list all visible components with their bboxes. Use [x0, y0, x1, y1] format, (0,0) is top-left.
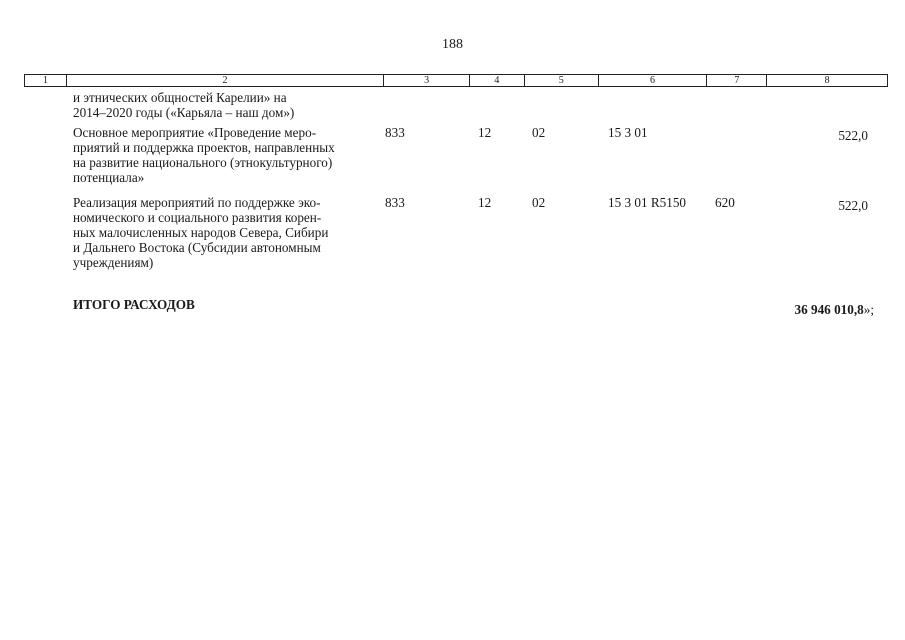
row-section-code: 12 [478, 125, 492, 140]
column-header-2: 2 [67, 75, 384, 86]
row-section-code: 12 [478, 195, 492, 210]
total-amount: 36 946 010,8 [794, 302, 864, 317]
column-header-3: 3 [384, 75, 470, 86]
row-ministry-code: 833 [385, 125, 405, 140]
column-header-1: 1 [25, 75, 67, 86]
column-header-8: 8 [824, 75, 830, 86]
table-column-header-row [24, 74, 888, 87]
row-target-article: 15 3 01 [608, 125, 648, 140]
row-amount: 522,0 [838, 198, 868, 213]
row-subsection-code: 02 [532, 195, 546, 210]
page-number: 188 [442, 37, 463, 52]
row-target-article: 15 3 01 R5150 [608, 195, 687, 210]
row-amount: 522,0 [838, 128, 868, 143]
total-amount-wrapper [795, 302, 875, 318]
column-header-4: 4 [470, 75, 525, 86]
column-header-5: 5 [525, 75, 599, 86]
row-expense-type: 620 [715, 195, 735, 210]
row-description: и этнических общностей Карелии» на 2014–2020 годы («Карьяла – наш дом») [73, 90, 295, 120]
total-label: ИТОГО РАСХОДОВ [73, 297, 195, 312]
row-description: Основное мероприятие «Проведение меро- приятий и поддержка проектов, направленных на развитие национального (этнокультурного) потенциала» [73, 125, 335, 185]
row-description: Реализация мероприятий по поддержке эко- номического и социального развития корен- ных малочисленных народов Севера, Сибири и Дальнего Востока (Субсидии автономным учреждениям) [73, 195, 329, 270]
row-ministry-code: 833 [385, 195, 405, 210]
row-subsection-code: 02 [532, 125, 546, 140]
column-header-6: 6 [599, 75, 708, 86]
column-header-7: 7 [707, 75, 767, 86]
total-closing-quote: »; [863, 302, 874, 317]
